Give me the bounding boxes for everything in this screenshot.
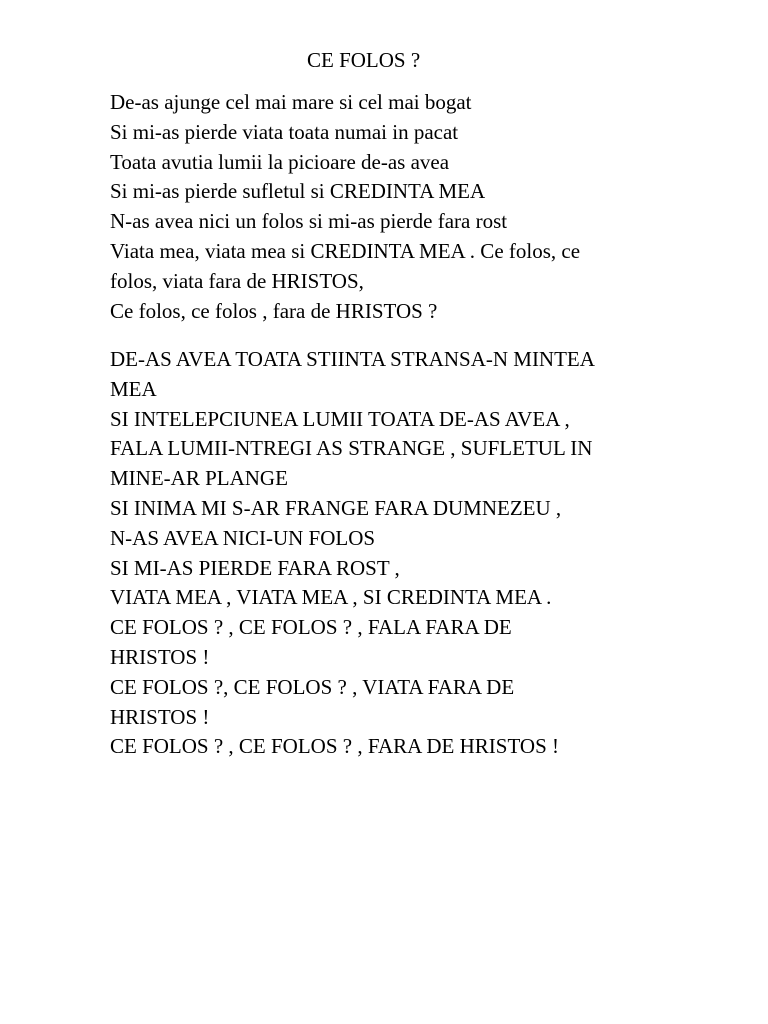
text-line: VIATA MEA , VIATA MEA , SI CREDINTA MEA . (110, 585, 552, 610)
text-line: N-as avea nici un folos si mi-as pierde fara rost (110, 209, 508, 234)
text-line: Ce folos, ce folos , fara de HRISTOS ? (110, 298, 438, 323)
stanza-2 (110, 345, 750, 762)
text-line: Si mi-as pierde viata toata numai in pacat (110, 119, 459, 144)
text-line: Toata avutia lumii la picioare de-as avea (110, 149, 450, 174)
text-line: HRISTOS ! (110, 644, 210, 669)
document-title: CE FOLOS ? (307, 48, 421, 72)
text-line: CE FOLOS ?, CE FOLOS ? , VIATA FARA DE (110, 674, 515, 699)
text-line: MINE-AR PLANGE (110, 466, 288, 491)
text-line: SI MI-AS PIERDE FARA ROST , (110, 555, 400, 580)
text-line: MEA (110, 376, 157, 401)
text-line: SI INTELEPCIUNEA LUMII TOATA DE-AS AVEA , (110, 406, 570, 431)
text-line: CE FOLOS ? , CE FOLOS ? , FALA FARA DE (110, 615, 512, 640)
text-line: DE-AS AVEA TOATA STIINTA STRANSA-N MINTEA (110, 347, 595, 371)
text-line: folos, viata fara de HRISTOS, (110, 268, 364, 293)
text-line: FALA LUMII-NTREGI AS STRANGE , SUFLETUL IN (110, 436, 593, 461)
text-line: SI INIMA MI S-AR FRANGE FARA DUMNEZEU , (110, 495, 562, 520)
stanza-1 (110, 88, 750, 326)
text-line: N-AS AVEA NICI-UN FOLOS (110, 525, 376, 550)
text-line: Si mi-as pierde sufletul si CREDINTA MEA (110, 179, 486, 204)
text-line: Viata mea, viata mea si CREDINTA MEA . Ce folos, ce (110, 238, 581, 263)
text-line: CE FOLOS ? , CE FOLOS ? , FARA DE HRISTOS ! (110, 734, 560, 759)
text-line: De-as ajunge cel mai mare si cel mai bogat (110, 90, 472, 114)
text-line: HRISTOS ! (110, 704, 210, 729)
